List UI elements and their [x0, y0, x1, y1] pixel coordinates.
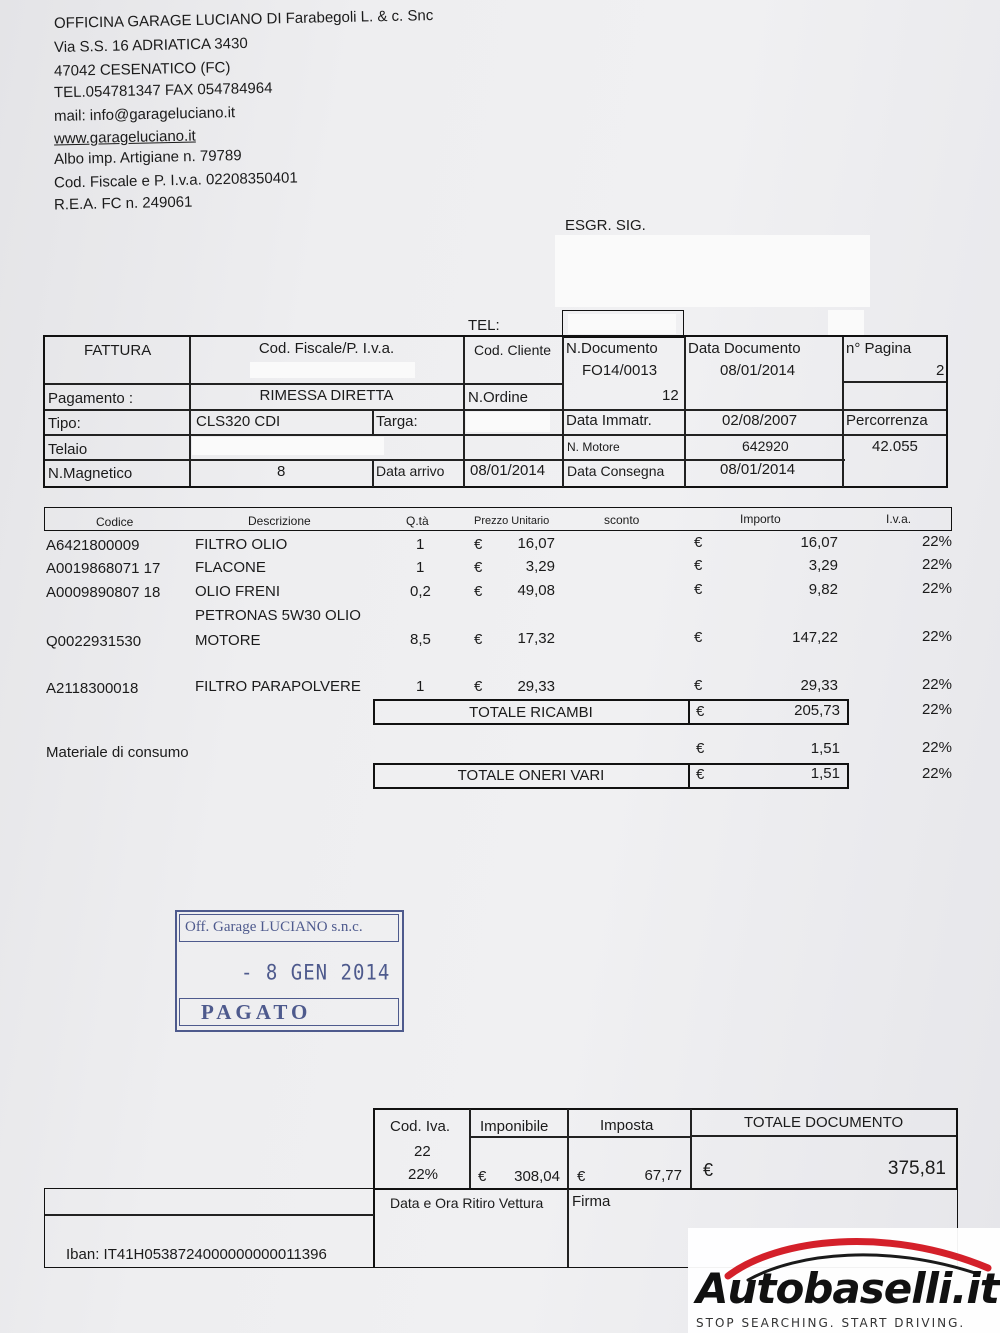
cod-cliente-label: Cod. Cliente — [474, 342, 552, 358]
item-importo: 16,07 — [800, 534, 838, 551]
materiale-iva: 22% — [921, 739, 952, 756]
pagina-label: n° Pagina — [846, 340, 912, 357]
n-documento-value: FO14/0013 — [582, 362, 658, 379]
percorrenza-label: Percorrenza — [846, 412, 928, 429]
pagina-value: 2 — [936, 362, 945, 379]
imposta-label: Imposta — [600, 1117, 654, 1134]
col-descrizione: Descrizione — [248, 514, 311, 528]
redacted-tel — [568, 314, 676, 334]
totale-ricambi-label: TOTALE RICAMBI — [469, 704, 593, 721]
pagamento-value: RIMESSA DIRETTA — [259, 387, 394, 404]
data-consegna-value: 08/01/2014 — [720, 461, 796, 478]
company-web-link: www.garageluciano.it — [53, 127, 196, 148]
n-motore-value: 642920 — [742, 438, 789, 454]
n-ordine-label: N.Ordine — [468, 389, 529, 406]
item-descrizione: FILTRO OLIO — [195, 536, 288, 553]
cod-iva-label: Cod. Iva. — [390, 1118, 451, 1135]
item-qta: 1 — [416, 559, 425, 576]
n-motore-label: N. Motore — [567, 440, 620, 454]
percorrenza-value: 42.055 — [872, 438, 918, 455]
brand-name: Autobaselli.it — [696, 1264, 999, 1313]
recipient-tel-label: TEL: — [468, 317, 500, 334]
company-fiscal: Cod. Fiscale e P. I.v.a. 02208350401 — [53, 169, 298, 192]
item-codice: A0019868071 17 — [46, 560, 161, 577]
data-consegna-label: Data Consegna — [567, 463, 665, 479]
col-qta: Q.tà — [406, 514, 429, 528]
col-sconto: sconto — [604, 513, 640, 527]
autobaselli-watermark — [688, 1228, 1000, 1333]
company-rea: R.E.A. FC n. 249061 — [53, 193, 193, 214]
cod-iva-value: 22 — [414, 1143, 431, 1160]
stamp-company: Off. Garage LUCIANO s.n.c. — [185, 919, 363, 935]
redacted-telaio — [192, 437, 384, 455]
n-magnetico-label: N.Magnetico — [48, 465, 133, 482]
euro-sign: € — [474, 559, 483, 576]
targa-label: Targa: — [376, 413, 418, 430]
fattura-label: FATTURA — [84, 342, 152, 359]
totale-documento-label: TOTALE DOCUMENTO — [744, 1114, 904, 1131]
item-importo: 9,82 — [808, 581, 838, 598]
tipo-value: CLS320 CDI — [196, 413, 281, 430]
n-documento-label: N.Documento — [566, 340, 658, 357]
cf-label: Cod. Fiscale/P. I.v.a. — [258, 340, 395, 357]
redacted-mark — [828, 310, 864, 336]
euro-sign: € — [694, 557, 703, 574]
euro-sign: € — [694, 629, 703, 646]
item-qta: 1 — [416, 678, 425, 695]
brand-tagline: STOP SEARCHING. START DRIVING. — [696, 1316, 966, 1330]
item-descrizione: OLIO FRENI — [195, 583, 281, 600]
totale-ricambi-value: 205,73 — [794, 702, 840, 719]
euro-sign: € — [694, 581, 703, 598]
n-ordine-value: 12 — [662, 387, 679, 404]
stamp-date: - 8 GEN 2014 — [241, 960, 391, 986]
item-qta: 1 — [416, 536, 425, 553]
data-arrivo-label: Data arrivo — [376, 463, 445, 479]
item-codice: A0009890807 18 — [46, 584, 161, 601]
euro-sign: € — [694, 677, 703, 694]
company-name: OFFICINA GARAGE LUCIANO DI Farabegoli L. & c. Snc — [53, 7, 434, 32]
item-descrizione: FLACONE — [195, 559, 266, 576]
item-iva: 22% — [921, 628, 952, 645]
data-immatr-value: 02/08/2007 — [722, 412, 798, 429]
redacted-recipient — [555, 235, 870, 307]
item-iva: 22% — [921, 556, 952, 573]
col-importo: Importo — [740, 512, 781, 526]
item-descrizione: FILTRO PARAPOLVERE — [195, 678, 361, 695]
euro-sign: € — [694, 534, 703, 551]
item-descrizione: MOTORE — [195, 632, 261, 649]
totale-documento-value: 375,81 — [887, 1158, 946, 1179]
materiale-value: 1,51 — [810, 740, 840, 757]
materiale-label: Materiale di consumo — [46, 744, 189, 761]
data-immatr-label: Data Immatr. — [566, 412, 652, 429]
company-albo: Albo imp. Artigiane n. 79789 — [53, 147, 242, 168]
data-arrivo-value: 08/01/2014 — [470, 462, 546, 479]
euro-sign: € — [478, 1168, 487, 1185]
ritiro-label: Data e Ora Ritiro Vettura — [390, 1195, 544, 1211]
item-qta: 8,5 — [410, 631, 431, 648]
totale-oneri-value: 1,51 — [810, 765, 840, 782]
imposta-value: 67,77 — [644, 1167, 682, 1184]
data-documento-label: Data Documento — [688, 340, 801, 357]
euro-sign: € — [474, 678, 483, 695]
euro-sign: € — [696, 703, 705, 720]
telaio-label: Telaio — [48, 441, 88, 458]
company-address: Via S.S. 16 ADRIATICA 3430 — [53, 34, 248, 57]
company-city: 47042 CESENATICO (FC) — [53, 59, 231, 80]
totale-oneri-label: TOTALE ONERI VARI — [457, 767, 605, 784]
col-prezzo: Prezzo Unitario — [474, 515, 550, 527]
totale-oneri-iva: 22% — [921, 765, 952, 782]
item-iva: 22% — [921, 676, 952, 693]
paid-stamp — [175, 910, 404, 1032]
item-codice: A2118300018 — [46, 680, 139, 697]
item-codice: Q0022931530 — [46, 633, 142, 650]
euro-sign: € — [577, 1168, 586, 1185]
euro-sign: € — [474, 583, 483, 600]
item-prezzo: 3,29 — [525, 558, 555, 575]
cod-iva-pct: 22% — [408, 1166, 439, 1183]
data-documento-value: 08/01/2014 — [720, 362, 796, 379]
item-prezzo: 17,32 — [517, 630, 555, 647]
euro-sign: € — [696, 740, 705, 757]
col-iva: I.v.a. — [886, 512, 912, 526]
item-importo: 147,22 — [792, 629, 838, 646]
imponibile-value: 308,04 — [514, 1168, 560, 1185]
imponibile-label: Imponibile — [480, 1118, 549, 1135]
euro-sign: € — [474, 631, 483, 648]
recipient-salutation: ESGR. SIG. — [565, 217, 646, 234]
item-iva: 22% — [921, 580, 952, 597]
euro-sign: € — [703, 1160, 714, 1180]
pagamento-label: Pagamento : — [48, 390, 134, 407]
item-importo: 29,33 — [800, 677, 838, 694]
euro-sign: € — [696, 766, 705, 783]
item-prezzo: 29,33 — [517, 678, 555, 695]
euro-sign: € — [474, 536, 483, 553]
col-codice: Codice — [96, 515, 134, 529]
iban-text: Iban: IT41H0538724000000000011396 — [66, 1246, 327, 1263]
item-qta: 0,2 — [410, 583, 431, 600]
stamp-status: PAGATO — [201, 1000, 312, 1024]
company-phone-fax: TEL.054781347 FAX 054784964 — [53, 79, 273, 102]
redacted-cf — [250, 362, 415, 378]
item-prezzo: 49,08 — [517, 582, 555, 599]
item-codice: A6421800009 — [46, 537, 140, 554]
item-importo: 3,29 — [808, 557, 838, 574]
redacted-targa — [466, 412, 550, 432]
company-mail: mail: info@garageluciano.it — [53, 104, 236, 125]
tipo-label: Tipo: — [48, 415, 81, 432]
n-magnetico-value: 8 — [277, 463, 286, 480]
totale-ricambi-iva: 22% — [921, 701, 952, 718]
item-descrizione-line1: PETRONAS 5W30 OLIO — [195, 607, 361, 624]
item-prezzo: 16,07 — [517, 535, 555, 552]
firma-label: Firma — [572, 1193, 611, 1210]
item-iva: 22% — [921, 533, 952, 550]
